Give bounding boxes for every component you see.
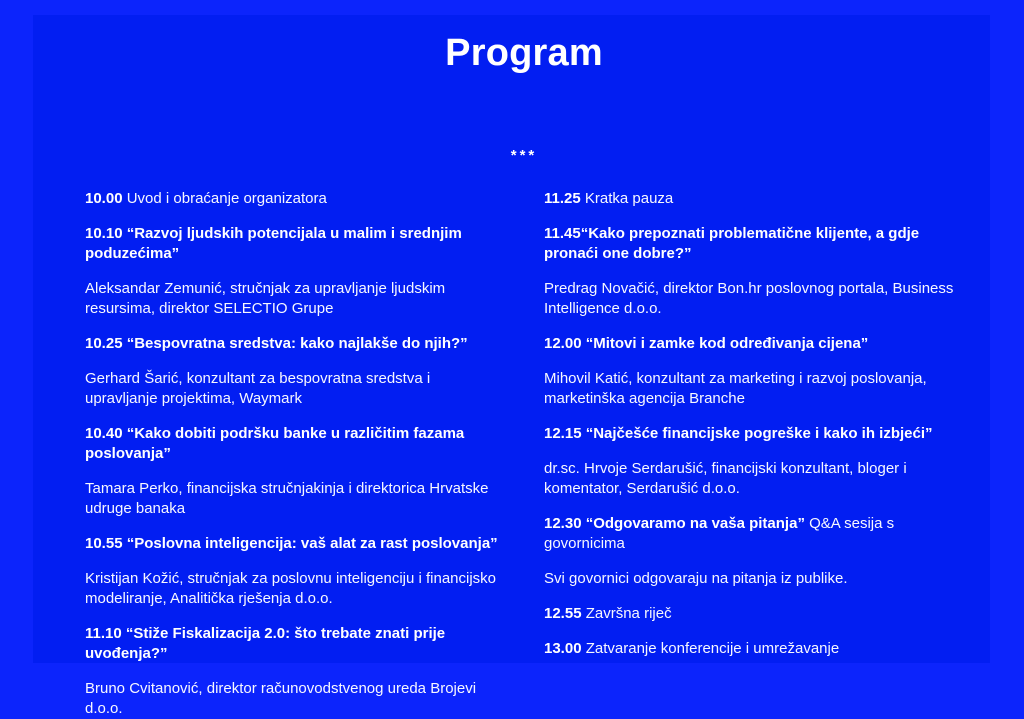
program-entry bbox=[544, 639, 963, 659]
entry-description: Zatvaranje konferencije i umrežavanje bbox=[585, 640, 840, 657]
program-entry bbox=[85, 534, 504, 554]
program-entry bbox=[544, 224, 963, 264]
page-title: Program bbox=[445, 32, 603, 74]
program-columns bbox=[85, 189, 963, 719]
entry-description: Aleksandar Zemunić, stručnjak za upravljanje ljudskim resursima, direktor SELECTIO Grupe bbox=[85, 280, 446, 317]
program-entry bbox=[85, 224, 504, 264]
entry-time-title: 10.00 bbox=[85, 190, 127, 207]
entry-description: Mihovil Katić, konzultant za marketing i razvoj poslovanja, marketinška agencija Branche bbox=[544, 370, 927, 407]
program-entry bbox=[85, 679, 504, 719]
program-entry bbox=[85, 569, 504, 609]
entry-description: dr.sc. Hrvoje Serdarušić, financijski konzultant, bloger i komentator, Serdarušić d.o.o. bbox=[544, 460, 907, 497]
entry-description: Predrag Novačić, direktor Bon.hr poslovnog portala, Business Intelligence d.o.o. bbox=[544, 280, 954, 317]
entry-time-title: 10.55 “Poslovna inteligencija: vaš alat za rast poslovanja” bbox=[85, 535, 498, 552]
entry-time-title: 10.10 “Razvoj ljudskih potencijala u malim i srednjim poduzećima” bbox=[85, 225, 462, 262]
program-entry bbox=[544, 334, 963, 354]
entry-description: Završna riječ bbox=[585, 605, 672, 622]
program-entry bbox=[85, 479, 504, 519]
program-column-left bbox=[85, 189, 504, 719]
program-entry bbox=[544, 604, 963, 624]
program-entry bbox=[85, 279, 504, 319]
entry-description: Bruno Cvitanović, direktor računovodstvenog ureda Brojevi d.o.o. bbox=[85, 680, 477, 717]
entry-description: Uvod i obraćanje organizatora bbox=[126, 190, 327, 207]
program-entry bbox=[544, 279, 963, 319]
entry-time-title: 11.25 bbox=[544, 190, 585, 207]
entry-time-title: 12.55 bbox=[544, 605, 586, 622]
program-entry bbox=[544, 514, 963, 554]
program-entry bbox=[544, 569, 963, 589]
entry-time-title: 11.10 “Stiže Fiskalizacija 2.0: što trebate znati prije uvođenja?” bbox=[85, 625, 446, 662]
entry-description: Svi govornici odgovaraju na pitanja iz publike. bbox=[544, 570, 848, 587]
program-panel bbox=[33, 15, 990, 717]
program-entry bbox=[85, 424, 504, 464]
program-entry bbox=[544, 424, 963, 444]
program-entry bbox=[544, 189, 963, 209]
program-entry bbox=[544, 369, 963, 409]
entry-time-title: 12.00 “Mitovi i zamke kod određivanja cijena” bbox=[544, 335, 869, 352]
entry-time-title: 13.00 bbox=[544, 640, 586, 657]
program-entry bbox=[85, 624, 504, 664]
entry-description: Gerhard Šarić, konzultant za bespovratna sredstva i upravljanje projektima, Waymark bbox=[85, 370, 431, 407]
entry-time-title: 10.25 “Bespovratna sredstva: kako najlakše do njih?” bbox=[85, 335, 468, 352]
entry-description: Q&A sesija s govornicima bbox=[544, 515, 895, 552]
entry-time-title: 12.30 “Odgovaramo na vaša pitanja” bbox=[544, 515, 810, 532]
program-entry bbox=[544, 459, 963, 499]
entry-time-title: 10.40 “Kako dobiti podršku banke u različitim fazama poslovanja” bbox=[85, 425, 465, 462]
entry-time-title: 12.15 “Najčešće financijske pogreške i kako ih izbjeći” bbox=[544, 425, 933, 442]
entry-time-title: 11.45“Kako prepoznati problematične klijente, a gdje pronaći one dobre?” bbox=[544, 225, 920, 262]
entry-description: Kristijan Kožić, stručnjak za poslovnu inteligenciju i financijsko modeliranje, Analitička rješenja d.o.o. bbox=[85, 570, 497, 607]
program-entry bbox=[85, 189, 504, 209]
entry-description: Kratka pauza bbox=[584, 190, 674, 207]
program-content bbox=[85, 15, 963, 719]
program-entry bbox=[85, 334, 504, 354]
program-column-right bbox=[544, 189, 963, 659]
entry-description: Tamara Perko, financijska stručnjakinja i direktorica Hrvatske udruge banaka bbox=[85, 480, 489, 517]
program-entry bbox=[85, 369, 504, 409]
separator-stars: *** bbox=[510, 147, 538, 164]
